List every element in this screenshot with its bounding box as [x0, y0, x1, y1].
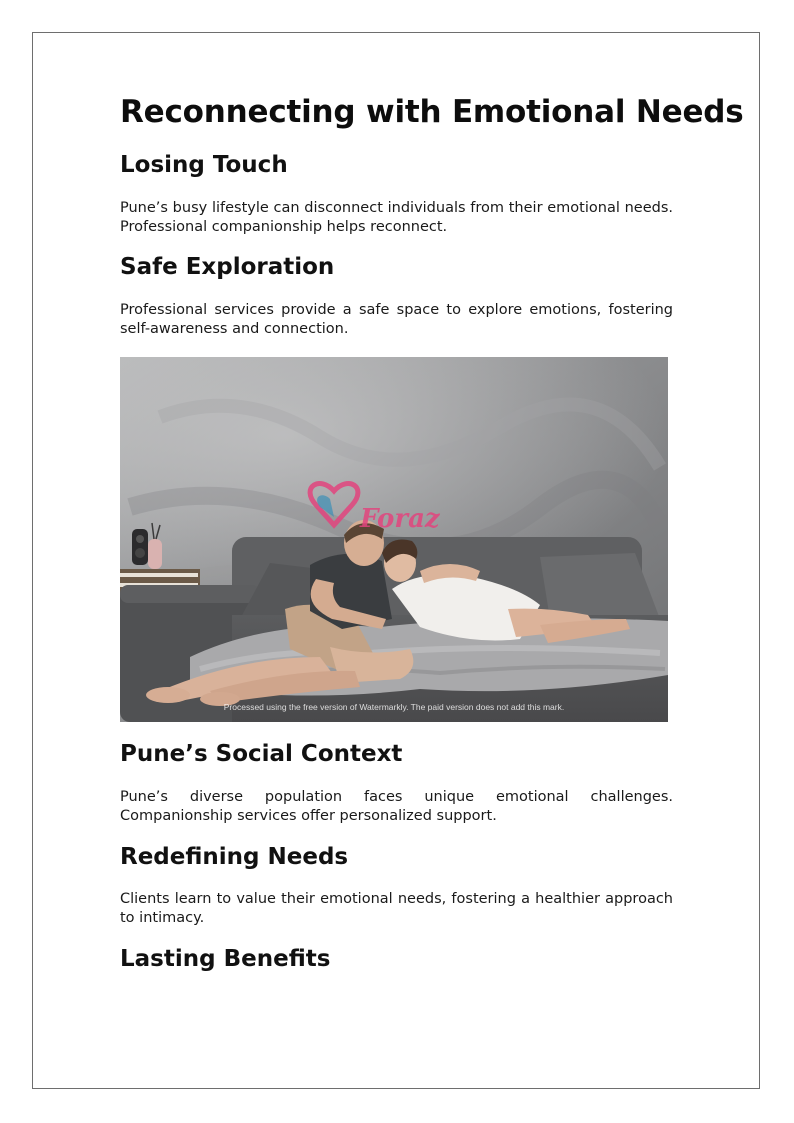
watermark-caption: Processed using the free version of Watermarkly. The paid version does not add this mark. — [223, 702, 565, 712]
couple-photo-illustration — [120, 357, 668, 722]
heading-losing-touch: Losing Touch — [120, 152, 288, 178]
couple-photo — [120, 357, 668, 722]
paragraph-redefining-needs: Clients learn to value their emotional needs, fostering a healthier approach to intimacy. — [120, 891, 673, 926]
paragraph-losing-touch: Pune’s busy lifestyle can disconnect individuals from their emotional needs. Professional companionship helps reconnect. — [120, 200, 673, 235]
svg-text:Foraz: Foraz — [360, 504, 440, 534]
heading-lasting-benefits: Lasting Benefits — [120, 946, 331, 972]
page-title: Reconnecting with Emotional Needs — [120, 94, 744, 130]
heading-redefining-needs: Redefining Needs — [120, 844, 349, 870]
paragraph-safe-exploration: Professional services provide a safe space to explore emotions, fostering self-awareness and connection. — [120, 302, 673, 337]
heading-pune-social-context: Pune’s Social Context — [120, 741, 403, 767]
heading-safe-exploration: Safe Exploration — [120, 254, 335, 280]
paragraph-pune-social-context: Pune’s diverse population faces unique emotional challenges. Companionship services offer personalized support. — [120, 789, 673, 824]
